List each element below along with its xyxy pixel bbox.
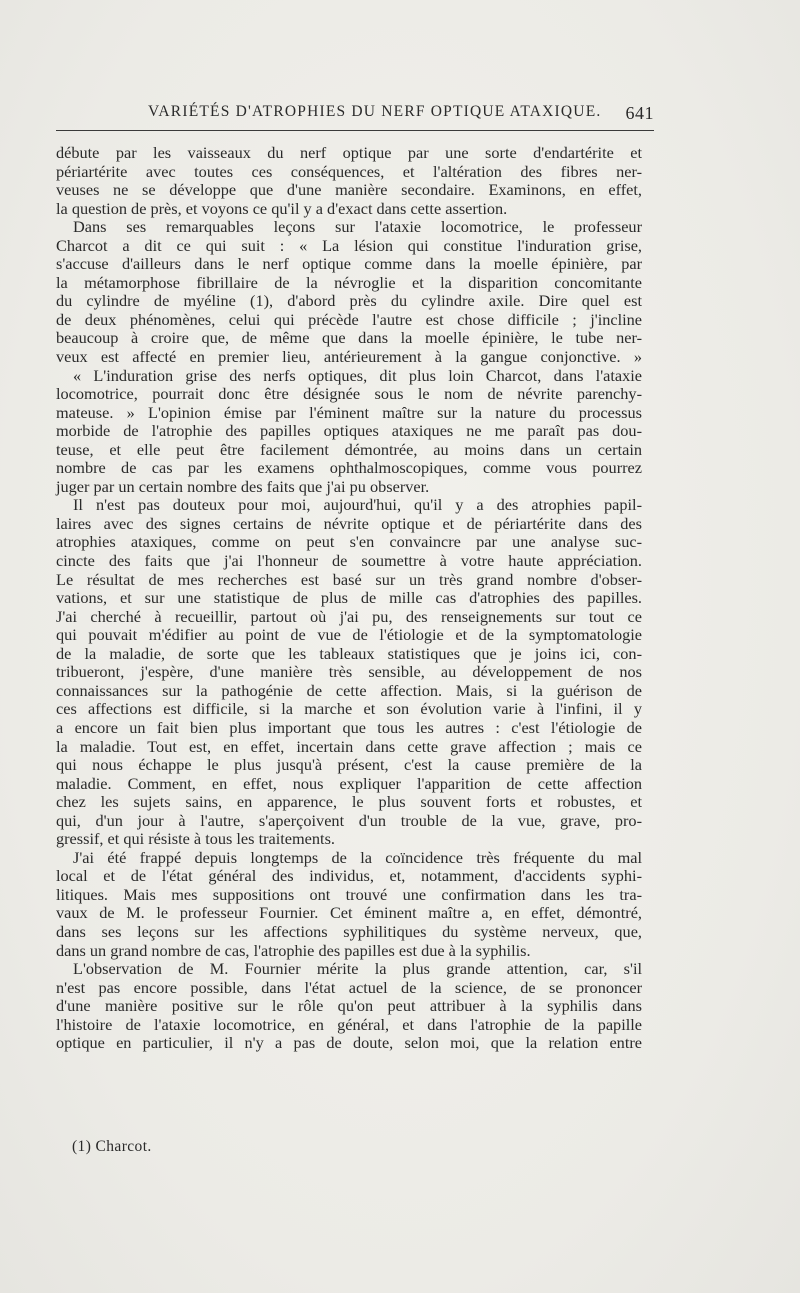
text-line: optique en particulier, il n'y a pas de doute, selon moi, que la relation entre [56, 1033, 642, 1053]
text-line: du cylindre de myéline (1), d'abord près du cylindre axile. Dire quel est [56, 291, 642, 311]
text-line: tribueront, j'espère, d'une manière très sensible, au développement de nos [56, 662, 642, 682]
text-line: teuse, et elle peut être facilement démontrée, au moins dans un certain [56, 439, 642, 459]
text-line: la question de près, et voyons ce qu'il y a d'exact dans cette assertion. [56, 198, 508, 218]
text-line: qui nous échappe le plus jusqu'à présent, c'est la cause première de la [56, 755, 642, 775]
text-line: de deux phénomènes, celui qui précède l'autre est chose difficile ; j'incline [56, 309, 642, 329]
text-line: connaissances sur la pathogénie de cette affection. Mais, si la guérison de [56, 680, 642, 700]
text-line: de la maladie, de sorte que les tableaux statistiques que je joins ici, con- [56, 643, 642, 663]
footnote: (1) Charcot. [72, 1138, 152, 1155]
text-line: J'ai cherché à recueillir, partout où j'ai pu, des renseignements sur tout ce [56, 606, 642, 626]
text-line: Charcot a dit ce qui suit : « La lésion qui constitue l'induration grise, [56, 235, 642, 255]
running-title: VARIÉTÉS D'ATROPHIES DU NERF OPTIQUE ATAXIQUE. [148, 103, 602, 120]
text-line: chez les sujets sains, en apparence, le plus souvent forts et robustes, et [56, 792, 642, 812]
text-line: débute par les vaisseaux du nerf optique par une sorte d'endartérite et [56, 143, 642, 162]
text-line: ces affections est difficile, si la marche et son évolution varie à l'infini, il y [56, 699, 642, 719]
header-rule [56, 130, 654, 131]
text-line: la métamorphose fibrillaire de la névroglie et la disparition concomitante [56, 272, 642, 292]
text-line: Il n'est pas douteux pour moi, aujourd'hui, qu'il y a des atrophies papil- [73, 495, 642, 515]
text-line: gressif, et qui résiste à tous les traitements. [56, 829, 335, 849]
page-header [56, 103, 654, 127]
text-line: veux est affecté en premier lieu, antérieurement à la gangue conjonctive. » [56, 347, 642, 367]
text-line: a encore un fait bien plus important que tous les autres : c'est l'étiologie de [56, 717, 642, 737]
text-line: juger par un certain nombre des faits que j'ai pu observer. [56, 476, 430, 496]
text-line: « L'induration grise des nerfs optiques, dit plus loin Charcot, dans l'ataxie [73, 365, 642, 385]
text-line: n'est pas encore possible, dans l'état actuel de la science, de se prononcer [56, 977, 642, 997]
text-line: qui, d'un jour à l'autre, s'aperçoivent d'un trouble de la vue, grave, pro- [56, 810, 642, 830]
text-line: maladie. Comment, en effet, nous expliquer l'apparition de cette affection [56, 773, 642, 793]
text-line: d'une manière positive sur le rôle qu'on peut attribuer à la syphilis dans [56, 996, 642, 1016]
page-number: 641 [625, 103, 654, 123]
text-line: laires avec des signes certains de névrite optique et de périartérite dans des [56, 513, 642, 533]
text-line: cincte des faits que j'ai l'honneur de soumettre à votre haute appréciation. [56, 551, 642, 571]
text-line: vaux de M. le professeur Fournier. Cet éminent maître a, en effet, démontré, [56, 903, 642, 923]
text-line: atrophies ataxiques, comme on peut s'en convaincre par une analyse suc- [56, 532, 642, 552]
text-line: litiques. Mais mes suppositions ont trouvé une confirmation dans les tra- [56, 884, 642, 904]
text-line: qui pouvait m'édifier au point de vue de l'étiologie et de la symptomatologie [56, 625, 642, 645]
text-line: Dans ses remarquables leçons sur l'ataxie locomotrice, le professeur [73, 217, 642, 237]
text-line: L'observation de M. Fournier mérite la plus grande attention, car, s'il [73, 959, 642, 979]
text-line: dans un grand nombre de cas, l'atrophie des papilles est due à la syphilis. [56, 940, 531, 960]
text-line: s'accuse d'ailleurs dans le nerf optique comme dans la moelle épinière, par [56, 254, 642, 274]
text-line: morbide de l'atrophie des papilles optiques ataxiques ne me paraît pas dou- [56, 421, 642, 441]
text-line: la maladie. Tout est, en effet, incertain dans cette grave affection ; mais ce [56, 736, 642, 756]
text-line: J'ai été frappé depuis longtemps de la coïncidence très fréquente du mal [73, 847, 642, 867]
text-line: mateuse. » L'opinion émise par l'éminent maître sur la nature du processus [56, 402, 642, 422]
body-text [56, 144, 642, 1053]
text-line: Le résultat de mes recherches est basé sur un très grand nombre d'obser- [56, 569, 642, 589]
text-line: l'histoire de l'ataxie locomotrice, en général, et dans l'atrophie de la papille [56, 1014, 642, 1034]
text-line: nombre de cas par les examens ophthalmoscopiques, comme vous pourrez [56, 458, 642, 478]
text-line: veuses ne se développe que d'une manière secondaire. Examinons, en effet, [56, 180, 642, 200]
text-line: beaucoup à croire que, de même que dans la moelle épinière, le tube ner- [56, 328, 642, 348]
text-line: local et de l'état général des individus, et, notamment, d'accidents syphi- [56, 866, 642, 886]
text-line: dans ses leçons sur les affections syphilitiques du système nerveux, que, [56, 921, 642, 941]
text-line: périartérite avec toutes ces conséquences, et l'altération des fibres ner- [56, 161, 642, 181]
text-line: locomotrice, pourrait donc être désignée sous le nom de névrite parenchy- [56, 384, 642, 404]
text-line: vations, et sur une statistique de plus de mille cas d'atrophies des papilles. [56, 588, 642, 608]
